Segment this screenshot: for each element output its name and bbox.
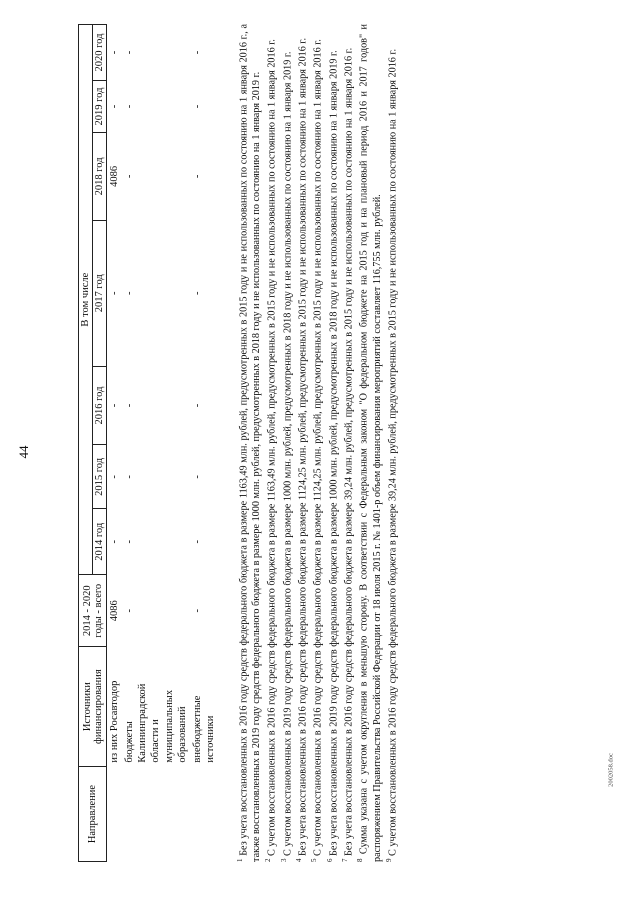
cell-value: -	[191, 403, 203, 408]
document-stamp: 2002058.doc	[607, 753, 615, 787]
header-direction: Направление	[79, 767, 107, 862]
footnote	[385, 24, 400, 862]
cell-value: -	[109, 540, 121, 544]
footnote-text: Сумма указана с учетом округления в меньшую сторону. В соответствии с Федеральным законом "О федеральном бюджете на 2015 год и на плановый период 2016 и 2017 годов" и распоряжением Правительства Российской Федерации от 18 июля 2015 г. № 1401-р объем финансирования мероприятий составляет 116,755 млн. рублей.	[358, 24, 383, 862]
footnote-text: Без учета восстановленных в 2016 году средств федерального бюджета в размере 39,24 млн. рублей, предусмотренных в 2015 году и не использованных по состоянию на 1 января 2016 г.	[343, 47, 355, 856]
footnote-number: 7	[341, 858, 350, 862]
cell-value: -	[109, 104, 121, 109]
footnote-text: Без учета восстановленных в 2016 году средств федерального бюджета в размере 1124,25 млн. рублей, предусмотренных в 2015 году и не использованных по состоянию на 1 января 2016 г.	[297, 38, 309, 856]
cell-value: -	[191, 174, 203, 179]
header-year: 2014 год	[93, 509, 107, 575]
footnote-text: Без учета восстановленных в 2019 году средств федерального бюджета в размере 1000 млн. рублей, предусмотренных в 2018 году и не использованных по состоянию на 1 января 2019 г.	[328, 50, 340, 856]
footnote	[280, 24, 295, 862]
cell-direction	[190, 767, 218, 862]
cell-value: -	[109, 475, 121, 479]
cell-value: -	[191, 291, 203, 295]
cell-value: -	[124, 540, 136, 544]
header-year: 2020 год	[93, 25, 107, 81]
cell-direction	[122, 767, 190, 862]
footnote	[310, 24, 325, 862]
footnote	[356, 24, 384, 862]
footnote-text: С учетом восстановленных в 2019 году средств федерального бюджета в размере 1000 млн. рублей, предусмотренных в 2018 году и не использованных по состоянию на 1 января 2019 г.	[282, 51, 294, 856]
cell-source: внебюджетные источники	[191, 695, 216, 763]
footnote-text: С учетом восстановленных в 2016 году средств федерального бюджета в размере 1124,25 млн. рублей, предусмотренных в 2015 году и не использованных по состоянию на 1 января 2016 г.	[312, 39, 324, 856]
cell-total: -	[124, 608, 136, 613]
footnote-number: 1	[236, 858, 245, 862]
cell-value: -	[109, 403, 121, 408]
cell-total: -	[191, 608, 203, 613]
financing-table	[78, 24, 218, 862]
header-total: 2014 - 2020 годы - всего	[79, 575, 107, 647]
table-row	[190, 25, 218, 862]
cell-source: бюджеты Калининградской области и муниципальных образований	[124, 683, 188, 763]
footnote	[264, 24, 279, 862]
cell-value: -	[191, 50, 203, 55]
cell-value: -	[109, 291, 121, 295]
cell-direction	[107, 767, 123, 862]
footnotes	[236, 24, 400, 862]
footnote-number: 4	[295, 858, 304, 862]
header-year: 2019 год	[93, 81, 107, 133]
footnote	[341, 24, 356, 862]
cell-value: -	[124, 291, 136, 295]
footnote-text: С учетом восстановленных в 2016 году средств федерального бюджета в размере 1163,49 млн. рублей, предусмотренных в 2015 году и не использованных по состоянию на 1 января 2016 г.	[266, 39, 278, 856]
footnote	[326, 24, 341, 862]
footnote-number: 9	[384, 858, 393, 862]
cell-value: -	[109, 50, 121, 55]
cell-value: -	[124, 475, 136, 479]
footnote-text: Без учета восстановленных в 2016 году средств федерального бюджета в размере 1163,49 млн. рублей, предусмотренных в 2015 году и не использованных по состоянию на 1 января 2016 г., а также восстановленных в 2019 году средств федерального бюджета в размере 1000 млн. рублей, предусмотренных в 2018 году и не использованных по состоянию на 1 января 2019 г.	[238, 24, 263, 862]
cell-value: -	[124, 174, 136, 179]
rotated-content	[78, 24, 640, 862]
footnote-number: 2	[264, 858, 273, 862]
footnote-text: С учетом восстановленных в 2016 году средств федерального бюджета в размере 39,24 млн. рублей, предусмотренных в 2015 году и не использованных по состоянию на 1 января 2016 г.	[387, 48, 399, 856]
page-number: 44	[16, 445, 31, 459]
footnote	[236, 24, 264, 862]
header-year: 2015 год	[93, 445, 107, 509]
table-row	[107, 25, 123, 862]
header-year: 2018 год	[93, 132, 107, 220]
header-group: В том числе	[79, 25, 93, 575]
table-row	[122, 25, 190, 862]
cell-value: 4086	[109, 165, 121, 187]
cell-value: -	[191, 475, 203, 479]
footnote-number: 8	[356, 858, 365, 862]
footnote-number: 6	[325, 858, 334, 862]
footnote-number: 5	[310, 858, 319, 862]
footnote-number: 3	[279, 858, 288, 862]
cell-value: -	[191, 104, 203, 109]
cell-source: из них Росавтодор	[109, 680, 121, 763]
header-year: 2016 год	[93, 366, 107, 445]
header-year: 2017 год	[93, 220, 107, 366]
cell-value: -	[191, 540, 203, 544]
cell-value: -	[124, 104, 136, 109]
footnote	[295, 24, 310, 862]
cell-total: 4086	[109, 600, 121, 622]
cell-value: -	[124, 403, 136, 408]
header-sources: Источники финансирования	[79, 647, 107, 767]
cell-value: -	[124, 50, 136, 55]
